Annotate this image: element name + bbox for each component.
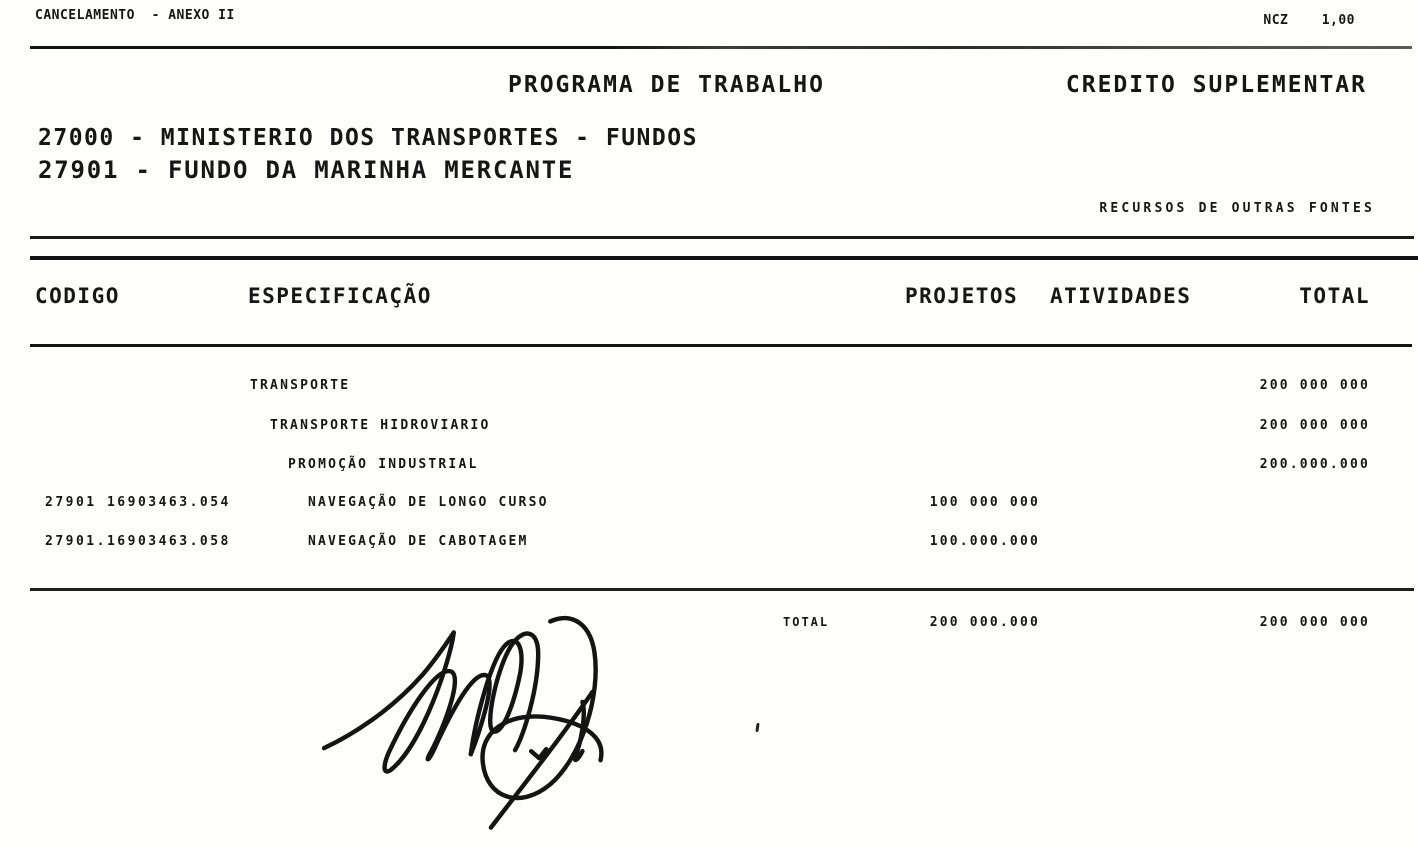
signature-scribble-icon [322, 601, 684, 845]
table-row [0, 418, 1418, 436]
row-projetos-value: 100 000 000 [929, 495, 1040, 510]
row-codigo: 27901.16903463.058 [45, 534, 231, 549]
row-especificacao: TRANSPORTE [250, 378, 351, 393]
row-total-value: 200 000 000 [1259, 378, 1370, 393]
row-projetos-value: 100.000.000 [929, 534, 1040, 549]
table-row [0, 495, 1418, 513]
table-total-row [0, 615, 1418, 633]
table-row [0, 534, 1418, 552]
horizontal-rule-footer [30, 588, 1414, 591]
row-especificacao: NAVEGAÇÃO DE CABOTAGEM [308, 534, 529, 549]
row-especificacao: TRANSPORTE HIDROVIARIO [270, 418, 491, 433]
horizontal-rule-header [30, 344, 1412, 347]
row-total-value: 200.000.000 [1259, 457, 1370, 472]
row-total-value: 200 000 000 [1259, 418, 1370, 433]
total-grand-value: 200 000 000 [1259, 615, 1370, 630]
document-type-label: CANCELAMENTO - ANEXO II [35, 8, 235, 23]
column-header-codigo: CODIGO [35, 284, 120, 308]
row-codigo: 27901 16903463.054 [45, 495, 231, 510]
page-title: PROGRAMA DE TRABALHO [508, 72, 825, 98]
horizontal-rule-top [30, 46, 1412, 49]
row-especificacao: NAVEGAÇÃO DE LONGO CURSO [308, 495, 549, 510]
column-header-atividades: ATIVIDADES [1050, 284, 1192, 308]
total-row-label: TOTAL [783, 615, 830, 629]
resources-source-label: RECURSOS DE OUTRAS FONTES [1099, 201, 1375, 216]
horizontal-rule-double-lower [30, 256, 1418, 260]
column-header-total: TOTAL [1299, 284, 1370, 308]
total-projetos-value: 200 000.000 [929, 615, 1040, 630]
currency-unit-label: NCZ 1,00 [1263, 13, 1355, 28]
table-row [0, 378, 1418, 396]
row-especificacao: PROMOÇÃO INDUSTRIAL [288, 457, 479, 472]
table-header-row [0, 284, 1418, 310]
column-header-projetos: PROJETOS [905, 284, 1019, 308]
stray-ink-mark [755, 723, 759, 732]
ministry-line: 27000 - MINISTERIO DOS TRANSPORTES - FUNDOS [38, 125, 698, 151]
horizontal-rule-double-upper [30, 236, 1414, 239]
table-row [0, 457, 1418, 475]
column-header-especificacao: ESPECIFICAÇÃO [248, 284, 432, 308]
fund-line: 27901 - FUNDO DA MARINHA MERCANTE [38, 156, 575, 184]
credit-type-label: CREDITO SUPLEMENTAR [1065, 72, 1367, 98]
